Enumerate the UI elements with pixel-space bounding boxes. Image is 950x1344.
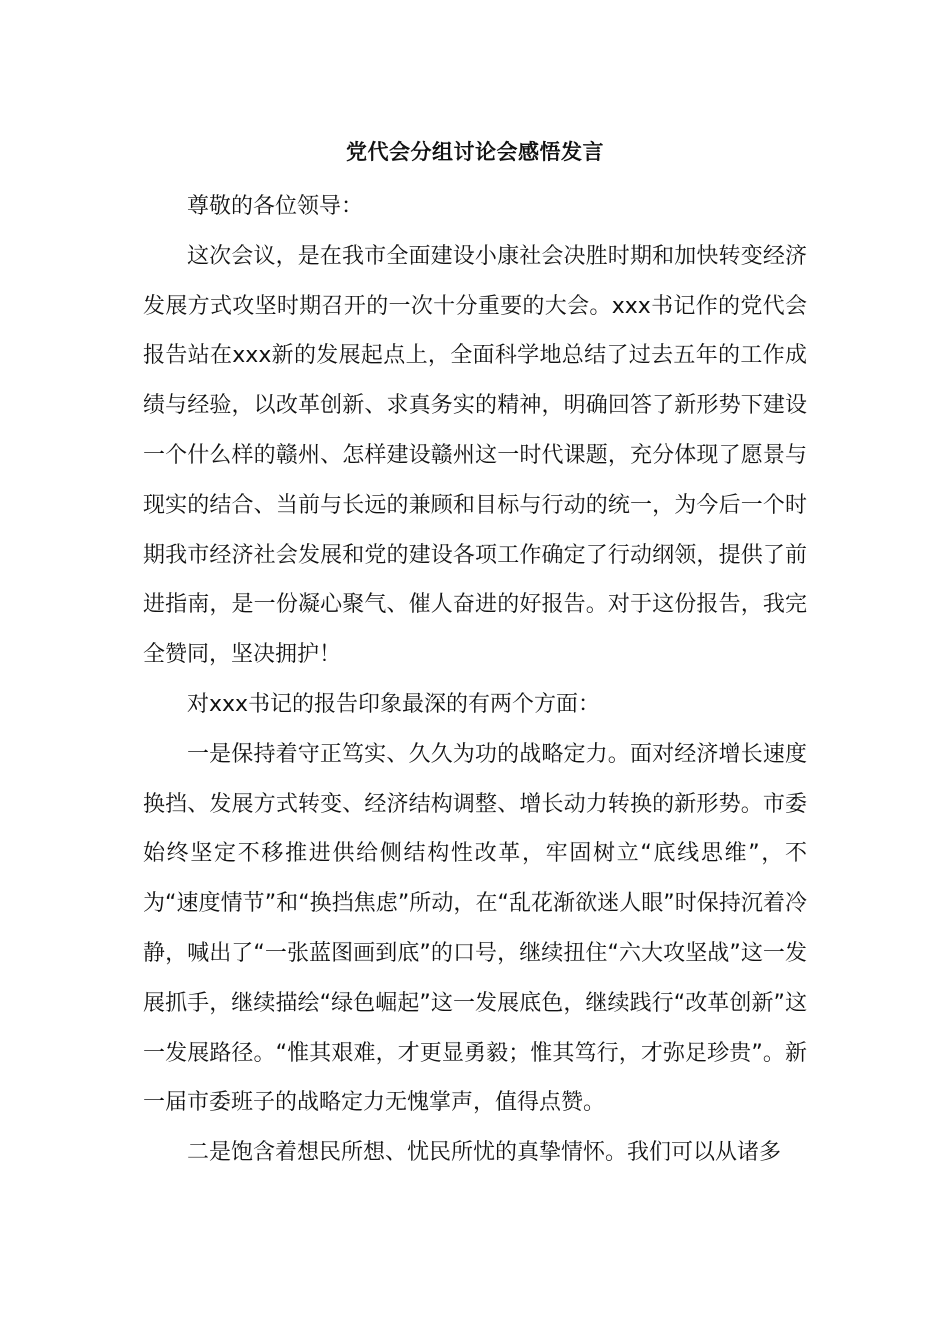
salutation-paragraph: 尊敬的各位领导： [187,194,364,219]
body-paragraph: 对xxx书记的报告印象最深的有两个方面： [187,691,601,717]
body-paragraph: 这次会议，是在我市全面建设小康社会决胜时期和加快转变经济发展方式攻坚时期召开的一次十分重要的大会。xxx书记作的党代会报告站在xxx新的发展起点上，全面科学地总结了过去五年的工作成绩与经验，以改革创新、求真务实的精神，明确回答了新形势下建设一个什么样的赣州、怎样建设赣州这一时代课题，充分体现了愿景与现实的结合、当前与长远的兼顾和目标与行动的统一，为今后一个时期我市经济社会发展和党的建设各项工作确定了行动纲领，提供了前进指南，是一份凝心聚气、催人奋进的好报告。对于这份报告，我完全赞同，坚决拥护！ [143,243,807,668]
body-paragraph: 二是饱含着想民所想、忧民所忧的真挚情怀。我们可以从诸多 [187,1140,782,1166]
document-title: 党代会分组讨论会感悟发言 [346,140,604,164]
document-body [143,182,807,1178]
body-paragraph: 一是保持着守正笃实、久久为功的战略定力。面对经济增长速度换挡、发展方式转变、经济结构调整、增长动力转换的新形势。市委始终坚定不移推进供给侧结构性改革，牢固树立“底线思维”，不为“速度情节”和“换挡焦虑”所动，在“乱花渐欲迷人眼”时保持沉着冷静，喊出了“一张蓝图画到底”的口号，继续扭住“六大攻坚战”这一发展抓手，继续描绘“绿色崛起”这一发展底色，继续践行“改革创新”这一发展路径。“惟其艰难，才更显勇毅；惟其笃行，才弥足珍贵”。新一届市委班子的战略定力无愧掌声，值得点赞。 [143,741,807,1116]
